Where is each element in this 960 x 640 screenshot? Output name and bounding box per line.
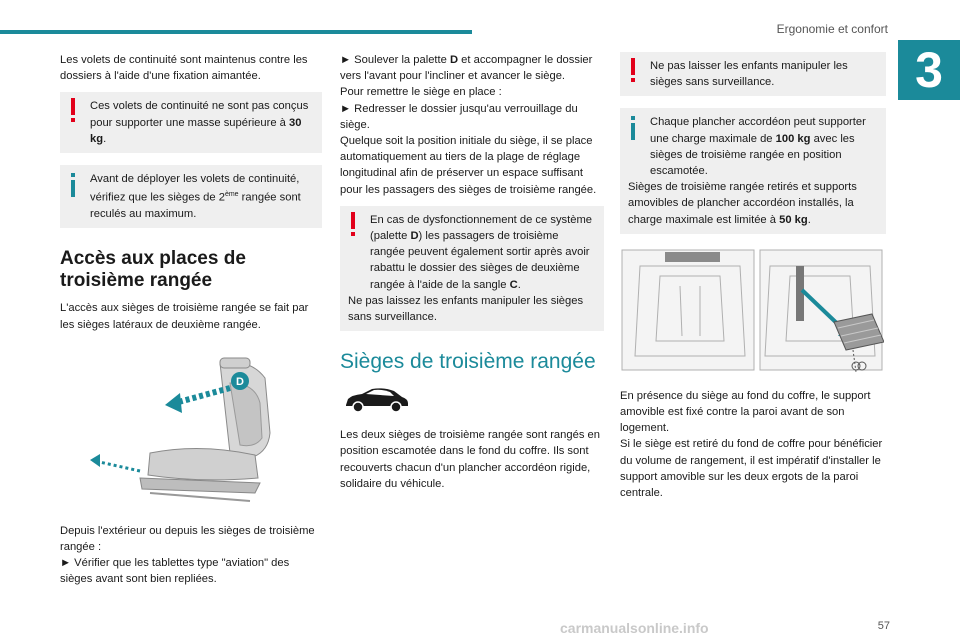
page-number: 57 xyxy=(877,620,890,632)
header-accent-bar xyxy=(0,30,472,34)
paragraph: ► Soulever la palette D et accompagner le dossier vers l'avant pour l'incliner et avancer le siège. xyxy=(340,54,593,83)
info-box xyxy=(60,165,322,228)
paragraph: Quelque soit la position initiale du siège, il se place automatiquement au tiers de la plage de réglage longitudinal afin de préserver un espace suffisant pour les passagers des sièges de troisième rangée. xyxy=(340,135,597,196)
info-text: Avant de déployer les volets de continuité, vérifiez que les sièges de 2ème rangée sont reculés au maximum. xyxy=(90,173,301,221)
info-icon xyxy=(628,116,638,140)
floor-support-illustration xyxy=(620,246,884,376)
info-icon xyxy=(68,173,78,197)
section-title: Sièges de troisième rangée xyxy=(340,350,596,374)
page-header-title: Ergonomie et confort xyxy=(776,22,888,36)
info-text: Sièges de troisième rangée retirés et supports amovibles de plancher accordéon installés, la charge maximale est limitée à 50 kg. xyxy=(628,181,857,226)
car-icon xyxy=(342,385,412,413)
paragraph: Depuis l'extérieur ou depuis les sièges de troisième rangée : xyxy=(60,524,315,553)
section-title: Accès aux places de troisième rangée xyxy=(60,248,246,292)
info-text: Chaque plancher accordéon peut supporter une charge maximale de 100 kg avec les sièges de troisième rangée en position escamotée. xyxy=(650,116,866,178)
warning-box xyxy=(340,206,604,331)
chapter-number-tab: 3 xyxy=(898,40,960,100)
warning-text: Ces volets de continuité ne sont pas conçus pour supporter une masse supérieure à 30 kg. xyxy=(90,100,309,145)
paragraph: ► Redresser le dossier jusqu'au verrouillage du siège. xyxy=(340,102,578,131)
paragraph: Si le siège est retiré du fond de coffre pour bénéficier du volume de rangement, il est impératif d'installer le support amovible sur les deux ergots de la paroi centrale. xyxy=(620,438,883,500)
column-3 xyxy=(620,52,886,501)
warning-box xyxy=(60,92,322,153)
column-2 xyxy=(340,52,604,492)
paragraph: Les deux sièges de troisième rangée sont rangés en position escamotée dans le fond du coffre. Ils sont recouverts chacun d'un plancher accordéon rigide, solidaire du véhicule. xyxy=(340,429,600,490)
watermark: carmanualsonline.info xyxy=(560,620,709,636)
paragraph: ► Vérifier que les tablettes type "aviation" des sièges avant sont bien repliées. xyxy=(60,557,290,586)
column-1 xyxy=(60,52,322,588)
seat-illustration xyxy=(80,343,290,513)
warning-icon xyxy=(628,58,638,84)
warning-text: Ne pas laisser les enfants manipuler les sièges sans surveillance. xyxy=(650,60,848,89)
warning-icon xyxy=(348,212,358,238)
warning-text: En cas de dysfonctionnement de ce système (palette D) les passagers de troisième rangée peuvent également sortir après avoir rabattu le dossier des sièges de deuxième rangée à l'aide de la sangle C. xyxy=(370,213,593,291)
warning-text: Ne pas laissez les enfants manipuler les sièges sans surveillance. xyxy=(348,294,584,324)
info-box xyxy=(620,108,886,233)
paragraph: Les volets de continuité sont maintenus contre les dossiers à l'aide d'une fixation aimantée. xyxy=(60,54,308,83)
warning-icon xyxy=(68,98,78,124)
paragraph: En présence du siège au fond du coffre, le support amovible est fixé contre la paroi avant de son logement. xyxy=(620,389,871,435)
warning-box xyxy=(620,52,886,96)
seat-label-d: D xyxy=(236,375,244,388)
paragraph: L'accès aux sièges de troisième rangée se fait par les sièges latéraux de deuxième rangée. xyxy=(60,302,309,331)
paragraph: Pour remettre le siège en place : xyxy=(340,86,502,99)
